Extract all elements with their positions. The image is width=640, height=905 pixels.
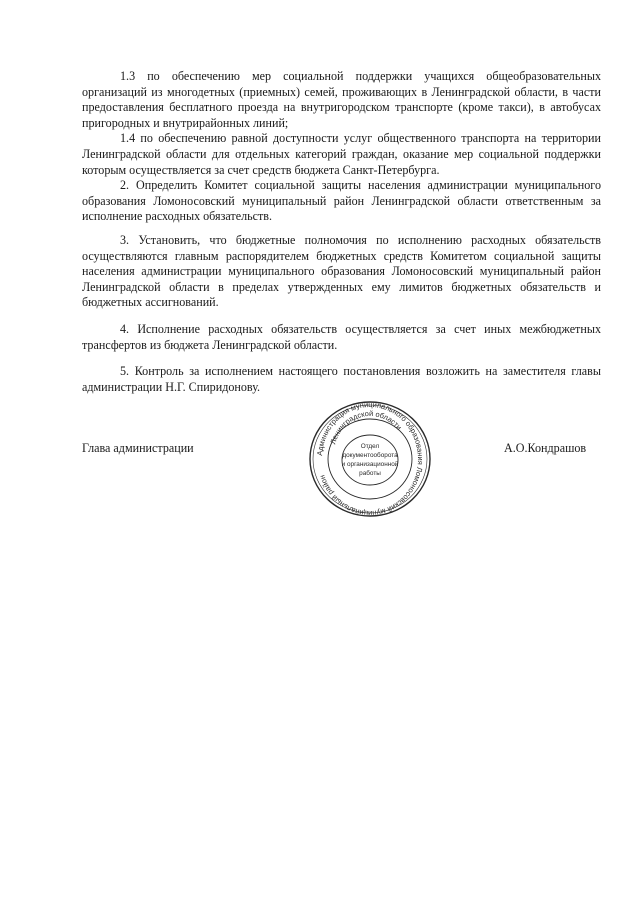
paragraph-5: 5. Контроль за исполнением настоящего постановления возложить на заместителя главы администрации Н.Г. Спиридонову. xyxy=(82,364,601,394)
paragraph-1-3: 1.3 по обеспечению мер социальной поддержки учащихся общеобразовательных организаций из многодетных (приемных) семей, проживающих в Ленинградской области, в части предоставления бесплатного проезда на внутригородском транспорте (кроме такси), в автобусах пригородных и внутрирайонных линий; xyxy=(82,69,601,130)
stamp-seal-icon xyxy=(300,398,440,520)
stamp-inner-line-3: и организационной xyxy=(341,461,399,468)
stamp-middle-text: Ленинградской области xyxy=(328,408,404,446)
paragraph-2: 2. Определить Комитет социальной защиты населения администрации муниципального образования Ломоносовский муниципальный район Ленинградской области ответственным за исполнение расходных обязательств. xyxy=(82,178,601,224)
stamp-inner-line-4: работы xyxy=(359,470,381,477)
official-stamp xyxy=(300,398,440,520)
paragraphs-1-3-to-2 xyxy=(82,69,601,225)
paragraph-4-block xyxy=(82,322,601,353)
paragraph-1-4: 1.4 по обеспечению равной доступности услуг общественного транспорта на территории Ленинградской области для отдельных категорий граждан, оказание мер социальной поддержки которым осуществляется за счет средств бюджета Санкт-Петербурга. xyxy=(82,131,601,177)
paragraph-3-block xyxy=(82,233,601,311)
stamp-inner-line-2: документооборота xyxy=(342,452,398,459)
paragraph-4: 4. Исполнение расходных обязательств осуществляется за счет иных межбюджетных трансфертов из бюджета Ленинградской области. xyxy=(82,322,601,352)
stamp-inner-line-1: Отдел xyxy=(360,443,380,450)
paragraph-5-block xyxy=(82,364,601,395)
paragraph-3: 3. Установить, что бюджетные полномочия по исполнению расходных обязательств осуществляются главным распорядителем бюджетных средств Комитетом социальной защиты населения администрации муниципального образования Ломоносовский муниципальный район Ленинградской области в пределах утвержденных ему лимитов бюджетных обязательств и бюджетных ассигнований. xyxy=(82,233,601,310)
signature-position: Глава администрации xyxy=(82,441,194,455)
signature-name: А.О.Кондрашов xyxy=(504,441,587,455)
stamp-outer-text: Администрация муниципального образования Ломоносовский муниципальный район xyxy=(315,399,426,519)
